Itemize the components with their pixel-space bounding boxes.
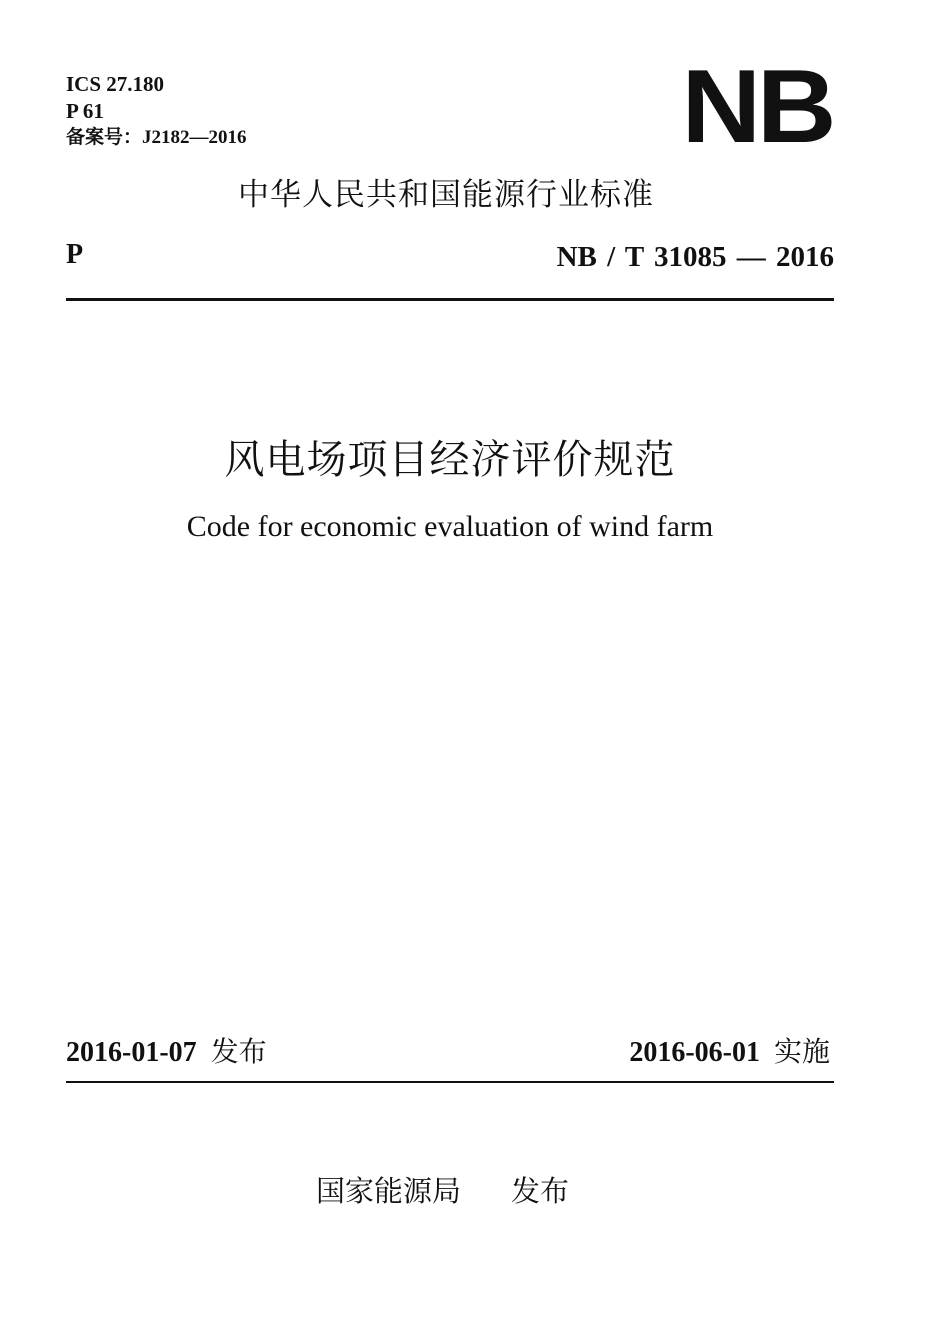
bottom-divider (66, 1081, 834, 1083)
implementation-date-block (629, 1034, 830, 1071)
standard-number: NB / T 31085 — 2016 (556, 241, 834, 273)
document-title-english: Code for economic evaluation of wind farm (186, 510, 714, 543)
publisher-line (316, 1171, 569, 1211)
industry-standard-heading: 中华人民共和国能源行业标准 (238, 177, 654, 213)
category-code: P 61 (66, 99, 104, 123)
implementation-label: 实施 (773, 1035, 830, 1068)
ics-code: ICS 27.180 (66, 72, 165, 96)
top-divider (66, 298, 834, 301)
publisher-name: 国家能源局 (316, 1174, 462, 1208)
implementation-date: 2016-06-01 (629, 1037, 760, 1068)
classification-letter: P (66, 239, 84, 270)
nb-logo: NB (681, 49, 832, 165)
issue-label: 发布 (210, 1035, 267, 1068)
issue-date-block (66, 1034, 267, 1071)
record-number: 备案号：J2182—2016 (66, 127, 247, 148)
publisher-action: 发布 (511, 1174, 570, 1208)
document-title-chinese: 风电场项目经济评价规范 (224, 437, 676, 483)
issue-date: 2016-01-07 (66, 1037, 197, 1068)
